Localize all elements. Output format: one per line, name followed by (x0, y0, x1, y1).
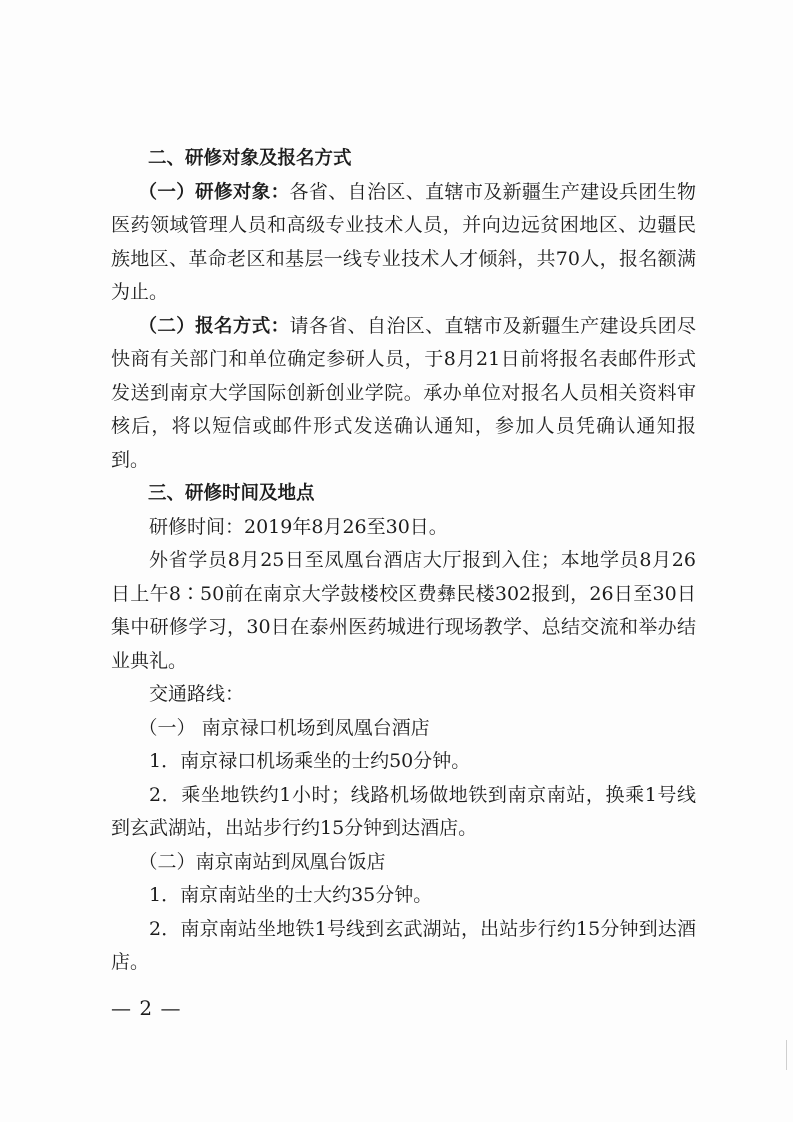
text-participants: 各省、自治区、直辖市及新疆生产建设兵团生物医药领域管理人员和高级专业技术人员，并向边远贫困地区、边疆民族地区、革命老区和基层一线专业技术人才倾斜，共70人，报名额满为止。 (111, 180, 696, 303)
label-registration-method: （二）报名方式： (138, 315, 290, 337)
text-registration-method: 请各省、自治区、直辖市及新疆生产建设兵团尽快商有关部门和单位确定参研人员，于8月21日前将报名表邮件形式发送到南京大学国际创新创业学院。承办单位对报名人员相关资料审核后，将以短信或邮件形式发送确认通知，参加人员凭确认通知报到。 (111, 314, 696, 471)
route2-title: （二）南京南站到凤凰台饭店 (138, 850, 386, 873)
page-number: — 2 — (111, 996, 182, 1020)
route2-step2: 2．南京南站坐地铁1号线到玄武湖站，出站步行约15分钟到达酒店。 (111, 917, 696, 973)
document-body (111, 142, 696, 980)
paragraph-participants (111, 176, 696, 310)
label-participants: （一）研修对象： (138, 181, 290, 203)
section-heading-time-location: 三、研修时间及地点 (148, 483, 315, 504)
section-heading-registration: 二、研修对象及报名方式 (148, 148, 352, 169)
paragraph-registration-method (111, 310, 696, 478)
route2-step1: 1．南京南站坐的士大约35分钟。 (149, 884, 433, 906)
route1-title: （一） 南京禄口机场到凤凰台酒店 (138, 716, 430, 739)
route1-step2: 2．乘坐地铁约1小时；线路机场做地铁到南京南站，换乘1号线到玄武湖站，出站步行约15分钟到达酒店。 (111, 783, 696, 839)
paragraph-arrival: 外省学员8月25日至凤凰台酒店大厅报到入住；本地学员8月26日上午8∶50前在南京大学鼓楼校区费彝民楼302报到，26日至30日集中研修学习，30日在泰州医药城进行现场教学、总结交流和举办结业典礼。 (111, 549, 696, 672)
paragraph-route-title: 交通路线： (149, 683, 245, 705)
scan-edge-mark (786, 1040, 787, 1070)
paragraph-study-time: 研修时间：2019年8月26至30日。 (149, 515, 448, 538)
route1-step1: 1．南京禄口机场乘坐的士约50分钟。 (149, 750, 471, 772)
